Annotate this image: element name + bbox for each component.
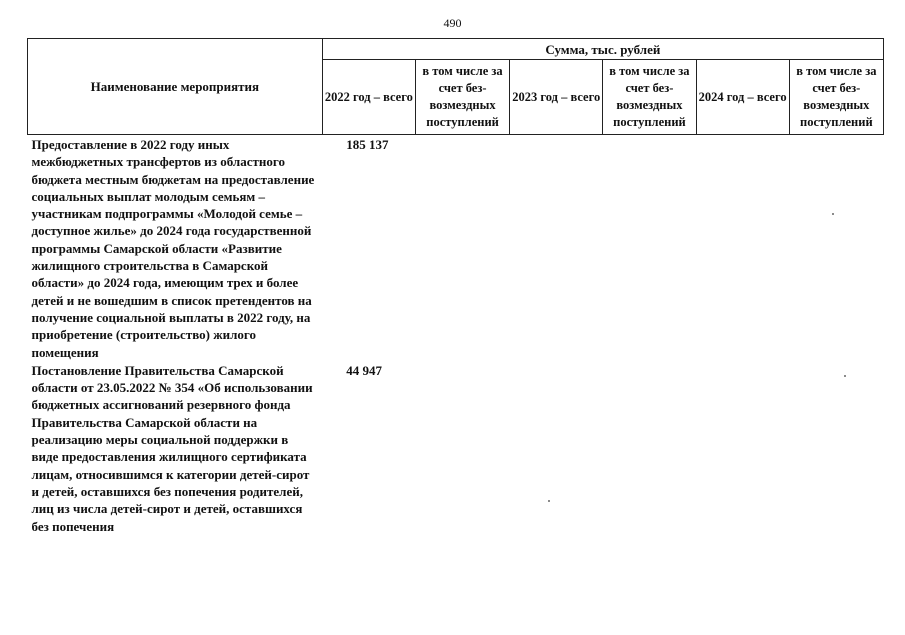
value-2023-gratuitous (603, 135, 696, 361)
header-sum-group: Сумма, тыс. рублей (322, 39, 883, 60)
table-row (28, 135, 884, 361)
value-2022-gratuitous (415, 135, 509, 361)
value-2022-total: 44 947 (346, 362, 383, 378)
value-2024-gratuitous (789, 135, 883, 361)
header-2023-gratuitous: в том числе за счет без-возмездных поступлений (603, 60, 696, 135)
header-2022-gratuitous: в том числе за счет без-возмездных поступлений (415, 60, 509, 135)
budget-table (27, 38, 884, 535)
value-2024-total (696, 135, 789, 361)
scan-speck (832, 213, 834, 215)
scan-speck (844, 375, 846, 377)
event-name-cell: Предоставление в 2022 году иных межбюджетных трансфертов из областного бюджета местным бюджетам на предоставление социальных выплат молодым семьям – участникам подпрограммы «Молодой семье – доступное жилье» до 2024 года государственной программы Самарской области «Развитие жилищного строительства в Самарской области» до 2024 года, имеющим трех и более детей и не вошедшим в список претендентов на получение социальной выплаты в 2022 году, на приобретение (строительство) жилого помещения (31, 137, 315, 360)
value-2024-total (696, 361, 789, 535)
value-2023-gratuitous (603, 361, 696, 535)
value-2022-gratuitous (415, 361, 509, 535)
value-2022-total: 185 137 (346, 137, 389, 152)
header-2023-total: 2023 год – всего (510, 60, 603, 135)
value-2023-total (510, 135, 603, 361)
header-2024-total: 2024 год – всего (696, 60, 789, 135)
page-number: 490 (443, 16, 462, 30)
table-row (28, 361, 884, 535)
header-2024-gratuitous: в том числе за счет без-возмездных поступлений (789, 60, 883, 135)
header-event-name: Наименование мероприятия (28, 39, 323, 135)
value-2024-gratuitous (789, 361, 883, 535)
header-2022-total: 2022 год – всего (322, 60, 415, 135)
scan-speck (548, 500, 550, 502)
value-2023-total (510, 361, 603, 535)
event-name-cell: Постановление Правительства Самарской области от 23.05.2022 № 354 «Об использовании бюджетных ассигнований резервного фонда Правительства Самарской области на реализацию меры социальной поддержки в виде предоставления жилищного сертификата лицам, относившимся к категории детей-сирот и детей, оставшихся без попечения родителей, лиц из числа детей-сирот и детей, оставшихся без попечения (31, 362, 313, 534)
